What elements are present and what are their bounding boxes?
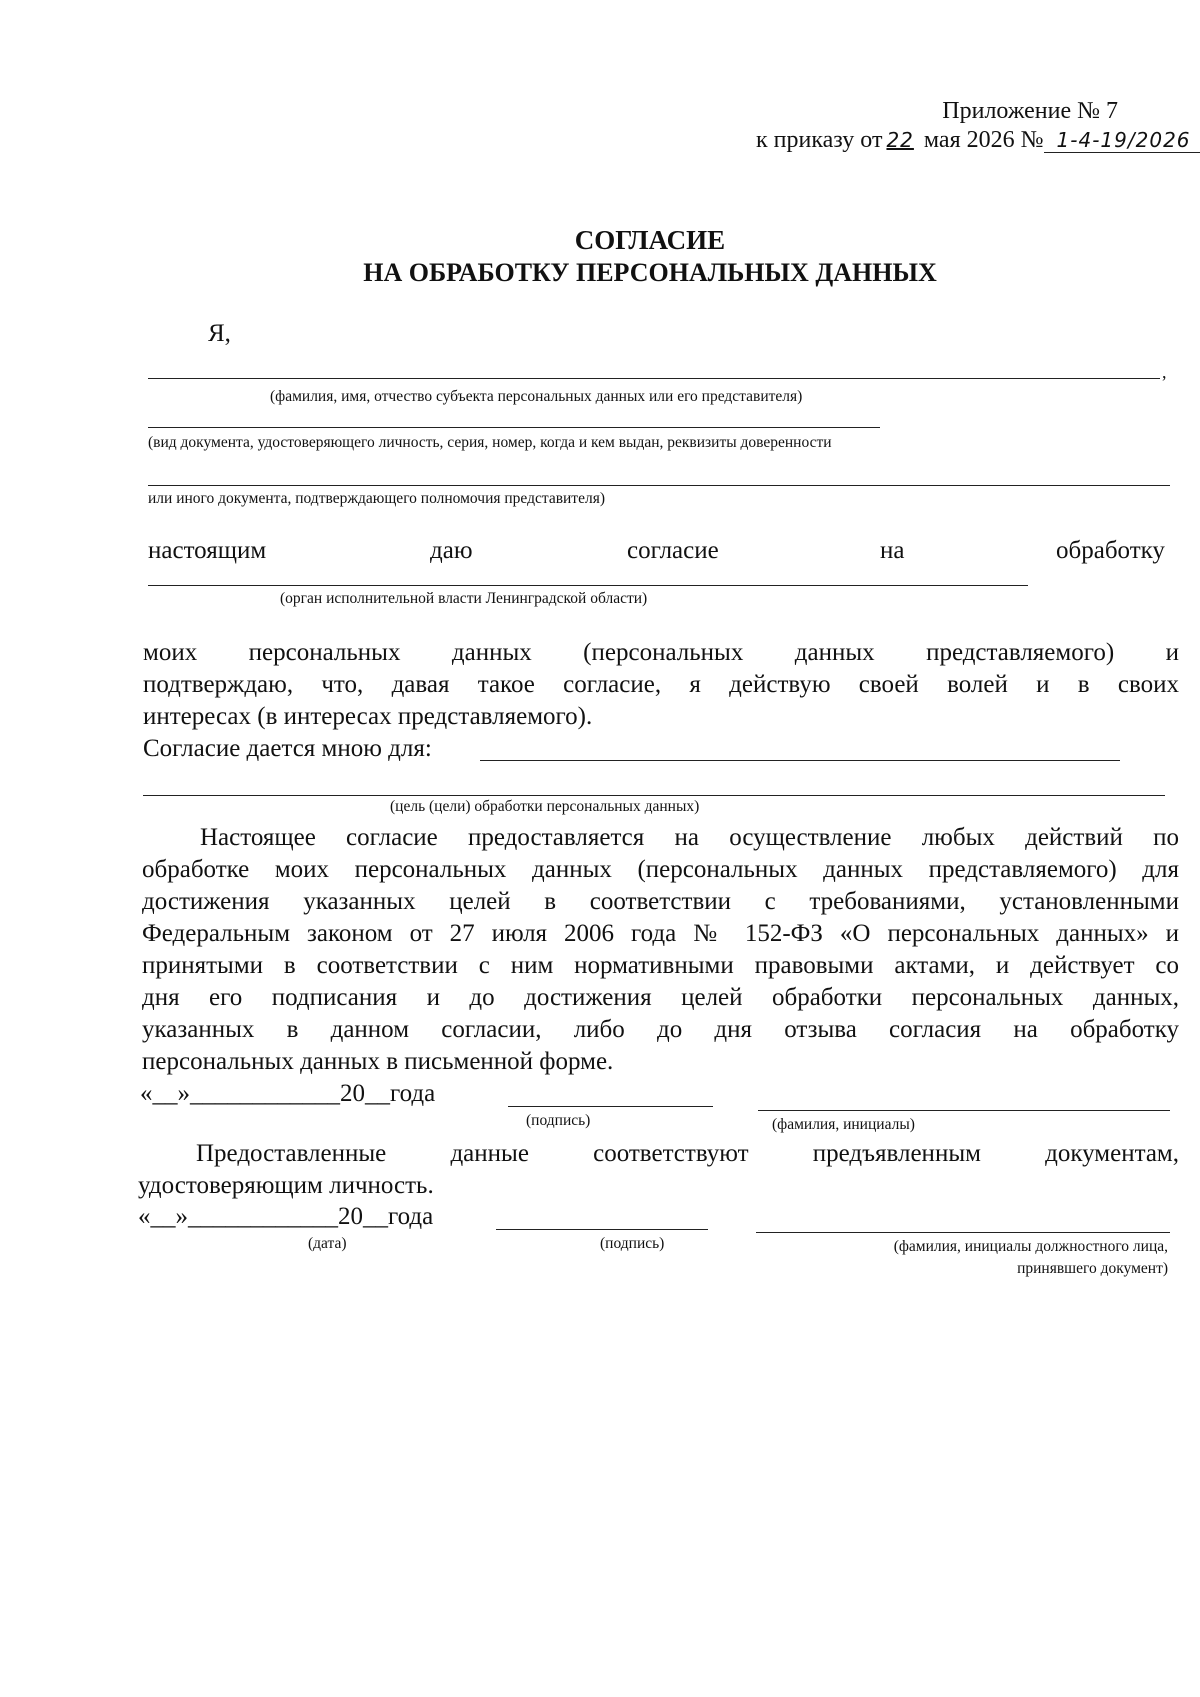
signature2-date-hint: (дата) — [308, 1235, 347, 1252]
subject-comma: , — [1162, 362, 1167, 382]
signature2-official-hint-2: принявшего документ) — [1017, 1260, 1168, 1277]
main-paragraph-line1: Настоящее согласие предоставляется на осуществление любых действий по — [200, 824, 1179, 851]
subject-name-hint: (фамилия, имя, отчество субъекта персональных данных или его представителя) — [270, 388, 803, 405]
purpose-hint: (цель (цели) обработки персональных данных) — [390, 798, 700, 815]
main-paragraph-line2: обработке моих персональных данных (персональных данных представляемого) для — [142, 856, 1179, 883]
consent-paragraph-line3: интересах (в интересах представляемого). — [143, 703, 593, 730]
order-prefix: к приказу от — [756, 127, 883, 153]
document-title-line1: СОГЛАСИЕ — [574, 225, 726, 255]
signature1-name-field[interactable] — [758, 1110, 1170, 1111]
authority-document-hint: или иного документа, подтверждающего полномочия представителя) — [148, 490, 605, 507]
verification-line1: Предоставленные данные соответствуют предъявленным документам, — [196, 1140, 1179, 1167]
consent-paragraph-line2: подтверждаю, что, давая такое согласие, я действую своей волей и в своих — [143, 671, 1179, 698]
signature2-sign-hint: (подпись) — [600, 1235, 665, 1252]
consent-paragraph-line1: моих персональных данных (персональных данных представляемого) и — [143, 639, 1179, 666]
signature1-sign-hint: (подпись) — [526, 1112, 591, 1129]
subject-intro: Я, — [208, 320, 231, 347]
order-reference — [756, 127, 1200, 154]
signature2-sign-field[interactable] — [496, 1229, 708, 1230]
consent-word-2: даю — [430, 537, 473, 564]
identity-document-hint: (вид документа, удостоверяющего личность, серия, номер, когда и кем выдан, реквизиты доверенности — [148, 434, 832, 451]
signature1-name-hint: (фамилия, инициалы) — [772, 1116, 915, 1133]
authority-organ-hint: (орган исполнительной власти Ленинградской области) — [280, 590, 648, 607]
order-month-year: мая 2026 № — [923, 127, 1044, 153]
signature1-date: «__»____________20__года — [140, 1080, 436, 1107]
purpose-field[interactable] — [480, 760, 1120, 761]
authority-organ-field[interactable] — [148, 585, 1028, 586]
consent-word-5: обработку — [1056, 537, 1165, 564]
signature2-official-field[interactable] — [756, 1232, 1170, 1233]
signature2-date: «__»____________20__года — [138, 1203, 434, 1230]
main-paragraph-line8: персональных данных в письменной форме. — [142, 1048, 614, 1075]
consent-word-3: согласие — [627, 537, 719, 564]
consent-word-4: на — [880, 537, 905, 564]
authority-document-field[interactable] — [148, 485, 1170, 486]
main-paragraph-line6: дня его подписания и до достижения целей обработки персональных данных, — [142, 984, 1179, 1011]
subject-name-field[interactable] — [148, 378, 1160, 379]
order-number: 1-4-19/2026 — [1044, 128, 1200, 153]
purpose-label: Согласие дается мною для: — [143, 735, 432, 762]
main-paragraph-line4: Федеральным законом от 27 июля 2006 года № 152-ФЗ «О персональных данных» и — [142, 920, 1179, 947]
main-paragraph-line5: принятыми в соответствии с ним нормативными правовыми актами, и действует со — [142, 952, 1179, 979]
identity-document-field[interactable] — [148, 427, 880, 428]
consent-word-1: настоящим — [148, 537, 267, 564]
signature1-sign-field[interactable] — [508, 1106, 713, 1107]
appendix-label: Приложение № 7 — [942, 98, 1118, 124]
main-paragraph-line3: достижения указанных целей в соответствии с требованиями, установленными — [142, 888, 1179, 915]
signature2-official-hint-1: (фамилия, инициалы должностного лица, — [893, 1238, 1168, 1255]
main-paragraph-line7: указанных в данном согласии, либо до дня отзыва согласия на обработку — [142, 1016, 1179, 1043]
verification-line2: удостоверяющим личность. — [138, 1172, 434, 1199]
document-title-line2: НА ОБРАБОТКУ ПЕРСОНАЛЬНЫХ ДАННЫХ — [363, 258, 937, 287]
purpose-field-continued[interactable] — [143, 795, 1165, 796]
order-day: 22 — [886, 128, 914, 152]
